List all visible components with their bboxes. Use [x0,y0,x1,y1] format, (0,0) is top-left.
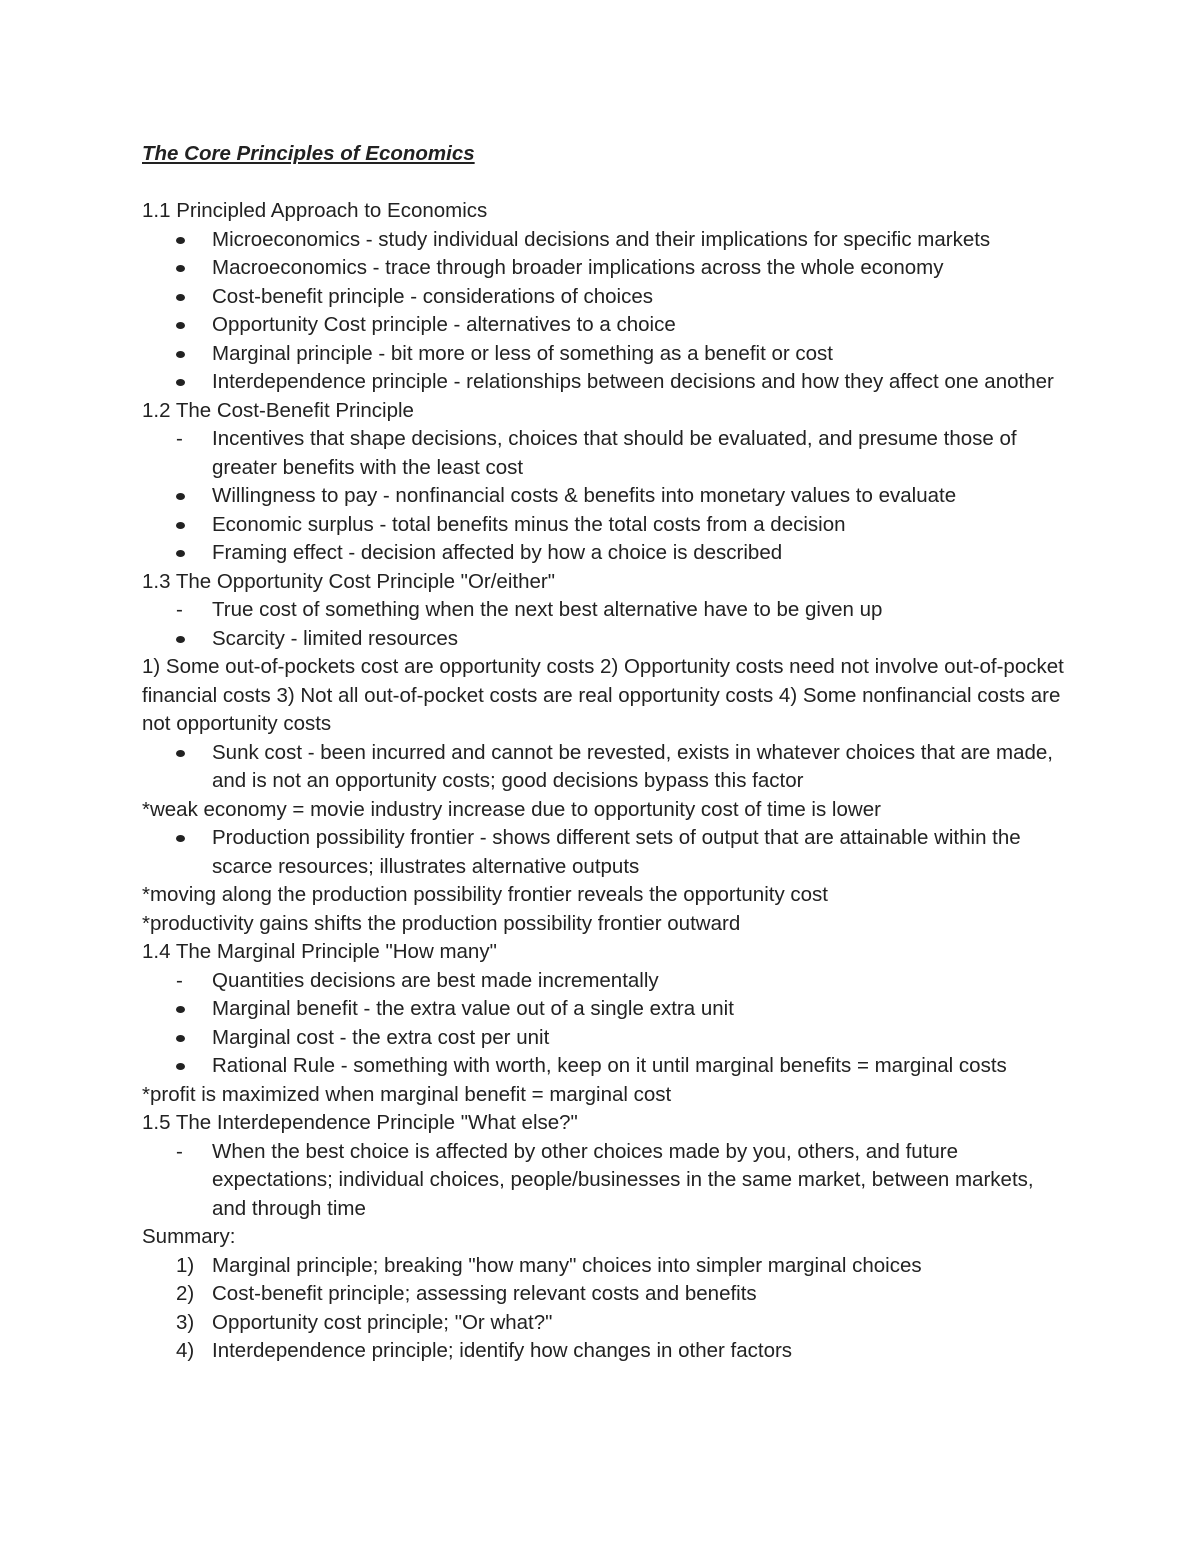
section-heading: 1.5 The Interdependence Principle "What else?" [142,1111,578,1134]
list-item [142,340,1072,369]
section-heading: 1.1 Principled Approach to Economics [142,199,488,222]
item-list [142,596,1072,653]
list-item [142,1337,1072,1366]
bullet-icon [142,254,212,283]
list-item-text: Quantities decisions are best made incrementally [212,968,659,992]
bullet-icon [142,340,212,369]
item-list [142,226,1072,397]
note-paragraph: *weak economy = movie industry increase due to opportunity cost of time is lower [142,797,881,821]
list-item [142,311,1072,340]
list-item [142,596,1072,625]
list-item-text: Marginal principle - bit more or less of something as a benefit or cost [212,341,833,365]
section-heading: Summary: [142,1225,236,1248]
list-item-text: Marginal principle; breaking "how many" choices into simpler marginal choices [212,1253,922,1277]
list-item-text: Scarcity - limited resources [212,626,459,650]
document-title: The Core Principles of Economics [142,142,475,165]
list-number: 4) [176,1339,195,1362]
list-item-text: Willingness to pay - nonfinancial costs & benefits into monetary values to evaluate [212,484,957,507]
list-item [142,539,1072,568]
list-number: 1) [176,1253,195,1277]
list-item-text: Cost-benefit principle - considerations of choices [212,284,653,308]
list-item [142,967,1072,996]
list-item-text: Opportunity Cost principle - alternatives to a choice [212,313,676,336]
item-list [142,1138,1072,1224]
list-item [142,482,1072,511]
list-item [142,824,1072,881]
list-item-text: Interdependence principle; identify how changes in other factors [212,1339,793,1362]
list-item-text: Framing effect - decision affected by how a choice is described [212,541,783,564]
list-item-text: Marginal benefit - the extra value out of a single extra unit [212,997,734,1020]
bullet-icon [142,824,212,853]
list-item-text: When the best choice is affected by other choices made by you, others, and future expectations; individual choices, people/businesses in the same market, between markets, and through time [212,1139,1034,1220]
list-item [142,511,1072,540]
bullet-icon [142,226,212,255]
bullet-icon [142,311,212,340]
bullet-icon [142,539,212,568]
section-heading: 1.4 The Marginal Principle "How many" [142,940,497,963]
list-item [142,226,1072,255]
list-item-text: Production possibility frontier - shows different sets of output that are attainable within the scarce resources; illustrates alternative outputs [212,826,1021,878]
list-item [142,1252,1072,1281]
list-item-text: True cost of something when the next best alternative have to be given up [212,598,883,621]
list-item-text: Marginal cost - the extra cost per unit [212,1025,550,1049]
list-item-text: Opportunity cost principle; "Or what?" [212,1310,553,1334]
dash-icon [142,1138,212,1167]
list-number: 2) [176,1282,195,1305]
list-item [142,1024,1072,1053]
note-paragraph: *productivity gains shifts the production possibility frontier outward [142,911,741,935]
dash-icon [142,425,212,454]
list-item [142,425,1072,482]
list-number: 3) [176,1310,195,1334]
item-list [142,739,1072,796]
bullet-icon [142,283,212,312]
bullet-icon [142,482,212,511]
list-item-text: Sunk cost - been incurred and cannot be revested, exists in whatever choices that are made, and is not an opportunity costs; good decisions bypass this factor [212,740,1053,792]
item-list [142,824,1072,881]
bullet-icon [142,625,212,654]
bullet-icon [142,739,212,768]
list-item [142,995,1072,1024]
item-list [142,967,1072,1081]
list-item [142,283,1072,312]
list-item [142,1280,1072,1309]
bullet-icon [142,1024,212,1053]
list-item [142,739,1072,796]
list-item-text: Cost-benefit principle; assessing relevant costs and benefits [212,1282,757,1305]
item-list [142,425,1072,568]
list-item-text: Microeconomics - study individual decisions and their implications for specific markets [212,227,991,251]
bullet-icon [142,1052,212,1081]
list-item [142,254,1072,283]
dash-icon [142,967,212,996]
list-item [142,1309,1072,1338]
list-item-text: Economic surplus - total benefits minus the total costs from a decision [212,512,846,536]
bullet-icon [142,511,212,540]
list-item [142,1052,1072,1081]
note-paragraph: *moving along the production possibility frontier reveals the opportunity cost [142,883,828,906]
list-item [142,1138,1072,1224]
list-item-text: Rational Rule - something with worth, keep on it until marginal benefits = marginal costs [212,1054,1007,1077]
document-body [142,140,1072,1366]
note-paragraph: 1) Some out-of-pockets cost are opportunity costs 2) Opportunity costs need not involve out-of-pocket financial costs 3) Not all out-of-pocket costs are real opportunity costs 4) Some nonfinancial costs are not opportunity costs [142,655,1064,735]
section-heading: 1.2 The Cost-Benefit Principle [142,398,414,422]
list-item [142,625,1072,654]
bullet-icon [142,995,212,1024]
item-list [142,1252,1072,1366]
bullet-icon [142,368,212,397]
note-paragraph: *profit is maximized when marginal benefit = marginal cost [142,1082,672,1106]
list-item-text: Macroeconomics - trace through broader implications across the whole economy [212,256,944,279]
list-item-text: Interdependence principle - relationships between decisions and how they affect one another [212,370,1054,393]
section-heading: 1.3 The Opportunity Cost Principle "Or/either" [142,569,555,593]
list-item-text: Incentives that shape decisions, choices that should be evaluated, and presume those of greater benefits with the least cost [212,427,1017,479]
list-item [142,368,1072,397]
dash-icon [142,596,212,625]
